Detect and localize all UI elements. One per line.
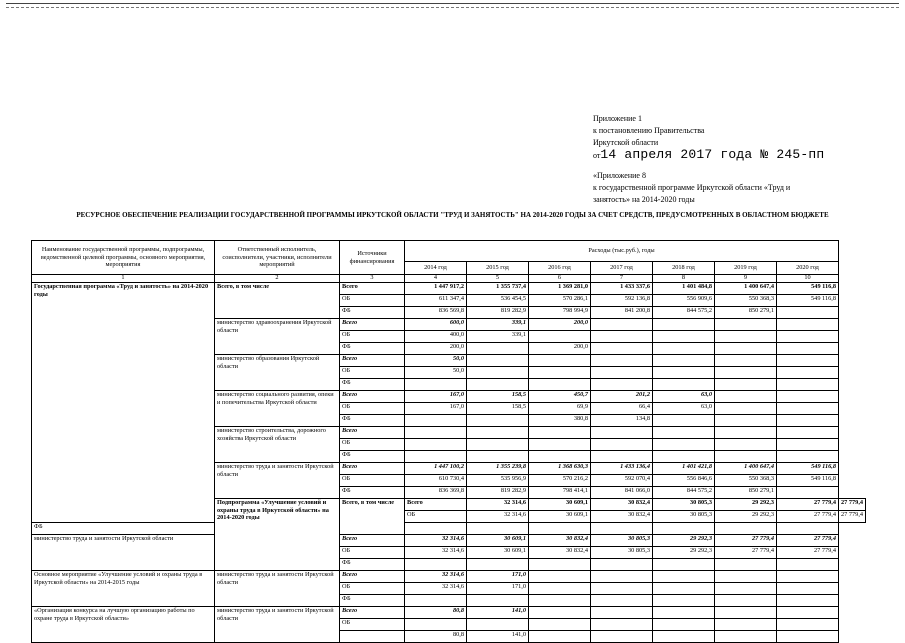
- cell-value: [405, 595, 467, 607]
- cell-value: [591, 319, 653, 331]
- cell-value: [405, 415, 467, 427]
- cell-source: Всего: [340, 355, 405, 367]
- cell-value: [591, 355, 653, 367]
- column-index: 7: [591, 275, 653, 283]
- cell-value: [653, 631, 715, 643]
- cell-executor: министерство труда и занятости Иркутской области: [215, 571, 340, 607]
- cell-value: [715, 451, 777, 463]
- column-index: 2: [215, 275, 340, 283]
- cell-value: 550 368,3: [715, 475, 777, 487]
- appendix-8-line-2: к государственной программе Иркутской области «Труд и: [593, 183, 791, 192]
- column-index: 4: [405, 275, 467, 283]
- cell-value: 30 805,3: [591, 535, 653, 547]
- cell-value: 592 070,4: [591, 475, 653, 487]
- cell-source: Всего: [340, 427, 405, 439]
- cell-value: 549 116,8: [777, 475, 839, 487]
- table-row: [32, 607, 866, 619]
- cell-value: [653, 355, 715, 367]
- cell-value: [467, 619, 529, 631]
- cell-value: 1 400 647,4: [715, 283, 777, 295]
- cell-value: [529, 571, 591, 583]
- column-index: 8: [653, 275, 715, 283]
- cell-source: Всего: [340, 571, 405, 583]
- appendix-date-line: [593, 149, 893, 162]
- cell-value: [777, 379, 839, 391]
- cell-source: ОБ: [340, 619, 405, 631]
- cell-value: [467, 355, 529, 367]
- cell-source: ФБ: [340, 487, 405, 499]
- cell-executor: министерство социального развития, опеки и попечительства Иркутской области: [215, 391, 340, 427]
- cell-value: [777, 595, 839, 607]
- appendix-block: [593, 113, 893, 206]
- cell-value: 1 447 917,2: [405, 283, 467, 295]
- cell-value: [715, 367, 777, 379]
- cell-value: [529, 367, 591, 379]
- cell-value: 167,0: [405, 391, 467, 403]
- cell-value: [653, 415, 715, 427]
- cell-value: [653, 343, 715, 355]
- cell-value: [715, 559, 777, 571]
- cell-value: [467, 559, 529, 571]
- cell-value: 836 369,8: [405, 487, 467, 499]
- cell-value: [653, 331, 715, 343]
- header-year: 2017 год: [591, 262, 653, 275]
- cell-value: [405, 619, 467, 631]
- cell-executor: министерство труда и занятости Иркутской области: [215, 463, 340, 499]
- cell-value: [715, 319, 777, 331]
- cell-value: 30 805,3: [591, 547, 653, 559]
- cell-value: [591, 571, 653, 583]
- cell-value: 592 136,8: [591, 295, 653, 307]
- cell-value: 30 832,4: [591, 511, 653, 523]
- cell-value: [715, 427, 777, 439]
- column-index: 1: [32, 275, 215, 283]
- cell-value: 27 779,4: [777, 511, 839, 523]
- cell-value: 1 401 421,8: [653, 463, 715, 475]
- cell-source: ФБ: [340, 559, 405, 571]
- cell-value: 610 730,4: [405, 475, 467, 487]
- cell-value: 50,0: [405, 367, 467, 379]
- cell-value: [591, 631, 653, 643]
- appendix-8-block: [593, 170, 893, 206]
- cell-value: 167,0: [405, 403, 467, 415]
- cell-value: 30 609,1: [529, 499, 591, 511]
- header-year: 2015 год: [467, 262, 529, 275]
- cell-value: [653, 583, 715, 595]
- column-index: 3: [340, 275, 405, 283]
- cell-value: 30 609,1: [529, 511, 591, 523]
- cell-value: [467, 379, 529, 391]
- cell-value: 844 575,2: [653, 307, 715, 319]
- cell-value: 1 401 484,8: [653, 283, 715, 295]
- column-index: 9: [715, 275, 777, 283]
- cell-value: 63,0: [653, 403, 715, 415]
- cell-value: 29 292,3: [653, 547, 715, 559]
- cell-source: ФБ: [340, 451, 405, 463]
- cell-value: 32 314,6: [405, 571, 467, 583]
- cell-source: ОБ: [405, 511, 467, 523]
- cell-value: 600,0: [405, 319, 467, 331]
- cell-value: 1 355 737,4: [467, 283, 529, 295]
- cell-value: [715, 595, 777, 607]
- cell-value: [777, 331, 839, 343]
- cell-value: [777, 367, 839, 379]
- cell-value: 69,9: [529, 403, 591, 415]
- cell-value: [777, 559, 839, 571]
- cell-value: [777, 343, 839, 355]
- column-index: 6: [529, 275, 591, 283]
- cell-value: [653, 523, 715, 535]
- cell-source: [340, 631, 405, 643]
- cell-value: 29 292,3: [715, 511, 777, 523]
- cell-value: [653, 451, 715, 463]
- cell-value: [653, 439, 715, 451]
- cell-value: 556 909,6: [653, 295, 715, 307]
- cell-value: 32 314,6: [405, 535, 467, 547]
- cell-source: ФБ: [340, 415, 405, 427]
- cell-source: ОБ: [340, 367, 405, 379]
- cell-value: 1 368 630,3: [529, 463, 591, 475]
- cell-value: [777, 427, 839, 439]
- cell-source: ФБ: [340, 307, 405, 319]
- cell-value: [777, 319, 839, 331]
- cell-value: 549 116,8: [777, 463, 839, 475]
- header-year: 2018 год: [653, 262, 715, 275]
- cell-value: [777, 355, 839, 367]
- cell-value: [777, 307, 839, 319]
- cell-value: 819 282,9: [467, 487, 529, 499]
- cell-value: 27 779,4: [715, 547, 777, 559]
- cell-source: Всего: [340, 319, 405, 331]
- table-row: [32, 523, 866, 535]
- cell-value: [529, 583, 591, 595]
- cell-value: [777, 487, 839, 499]
- cell-source: ФБ: [32, 523, 215, 535]
- resource-table-body: [32, 241, 866, 643]
- cell-value: [715, 571, 777, 583]
- cell-value: [715, 391, 777, 403]
- cell-value: 550 368,3: [715, 295, 777, 307]
- cell-value: 66,4: [591, 403, 653, 415]
- cell-value: [529, 427, 591, 439]
- cell-source: Всего: [340, 607, 405, 619]
- appendix-line-3: Иркутской области: [593, 138, 659, 147]
- cell-value: [715, 343, 777, 355]
- cell-value: 556 846,6: [653, 475, 715, 487]
- cell-value: [529, 331, 591, 343]
- cell-value: 535 956,9: [467, 475, 529, 487]
- cell-value: 1 355 239,8: [467, 463, 529, 475]
- cell-value: [715, 379, 777, 391]
- cell-value: [467, 439, 529, 451]
- cell-value: [653, 367, 715, 379]
- appendix-date-number: 14 апреля 2017 года № 245-пп: [600, 147, 825, 162]
- cell-value: [591, 331, 653, 343]
- cell-value: [715, 439, 777, 451]
- cell-value: [591, 583, 653, 595]
- cell-value: 339,1: [467, 319, 529, 331]
- cell-executor: министерство труда и занятости Иркутской области: [215, 607, 340, 643]
- cell-value: 450,7: [529, 391, 591, 403]
- cell-value: [529, 379, 591, 391]
- cell-value: [405, 523, 467, 535]
- cell-value: 400,0: [405, 331, 467, 343]
- appendix-8-line-3: занятость» на 2014-2020 годы: [593, 195, 695, 204]
- cell-value: [715, 331, 777, 343]
- cell-value: 570 216,2: [529, 475, 591, 487]
- cell-value: [529, 607, 591, 619]
- cell-value: 27 779,4: [777, 547, 839, 559]
- cell-value: 570 286,1: [529, 295, 591, 307]
- cell-value: 29 292,3: [653, 535, 715, 547]
- cell-source: Всего: [340, 463, 405, 475]
- cell-value: 158,5: [467, 391, 529, 403]
- cell-value: [777, 391, 839, 403]
- cell-value: 27 779,4: [839, 511, 866, 523]
- header-col-name: Наименование государственной программы, подпрограммы, ведомственной целевой программы, основного мероприятия, мероприятия: [32, 241, 215, 275]
- cell-value: [777, 403, 839, 415]
- header-year: 2019 год: [715, 262, 777, 275]
- cell-program-name: Подпрограмма «Улучшение условий и охраны труда в Иркутской области» на 2014-2020 годы: [215, 499, 340, 571]
- cell-value: [777, 619, 839, 631]
- cell-value: 141,0: [467, 631, 529, 643]
- cell-source: Всего: [340, 283, 405, 295]
- cell-value: 1 447 100,2: [405, 463, 467, 475]
- cell-value: 1 433 136,4: [591, 463, 653, 475]
- cell-value: [591, 379, 653, 391]
- cell-value: [777, 523, 839, 535]
- cell-value: [591, 439, 653, 451]
- cell-value: [467, 523, 529, 535]
- cell-source: ОБ: [340, 403, 405, 415]
- cell-value: 27 779,4: [777, 535, 839, 547]
- cell-value: [777, 583, 839, 595]
- header-col-source: Источники финансирования: [340, 241, 405, 275]
- cell-value: [405, 439, 467, 451]
- header-col-expenses: Расходы (тыс.руб.), годы: [405, 241, 839, 262]
- cell-value: 30 805,3: [653, 511, 715, 523]
- cell-value: 80,8: [405, 631, 467, 643]
- cell-value: 63,0: [653, 391, 715, 403]
- column-index: 5: [467, 275, 529, 283]
- cell-value: 27 779,4: [715, 535, 777, 547]
- cell-value: 1 400 647,4: [715, 463, 777, 475]
- cell-value: 29 292,3: [715, 499, 777, 511]
- cell-value: [529, 355, 591, 367]
- cell-value: 1 433 337,6: [591, 283, 653, 295]
- table-row: [32, 283, 866, 295]
- cell-value: 30 609,1: [467, 547, 529, 559]
- cell-value: [467, 451, 529, 463]
- cell-value: 171,0: [467, 571, 529, 583]
- cell-value: [591, 523, 653, 535]
- cell-value: 27 779,4: [777, 499, 839, 511]
- table-row: [32, 571, 866, 583]
- cell-value: [591, 619, 653, 631]
- header-year: 2020 год: [777, 262, 839, 275]
- cell-value: 30 832,4: [529, 535, 591, 547]
- cell-value: [715, 403, 777, 415]
- cell-value: 30 832,4: [591, 499, 653, 511]
- cell-value: 32 314,6: [467, 499, 529, 511]
- table-header-row: [32, 241, 866, 262]
- cell-value: [467, 415, 529, 427]
- cell-value: 200,0: [405, 343, 467, 355]
- cell-value: [405, 559, 467, 571]
- cell-value: 30 609,1: [467, 535, 529, 547]
- cell-value: [591, 343, 653, 355]
- page-top-border-dashed: [6, 7, 899, 8]
- cell-value: 549 116,8: [777, 295, 839, 307]
- cell-value: [653, 427, 715, 439]
- cell-value: [715, 415, 777, 427]
- appendix-date-prefix: от: [593, 151, 601, 160]
- cell-value: [591, 559, 653, 571]
- cell-value: [467, 595, 529, 607]
- cell-value: 850 279,1: [715, 307, 777, 319]
- cell-value: [653, 595, 715, 607]
- cell-value: [777, 571, 839, 583]
- cell-value: [529, 631, 591, 643]
- cell-program-name: Основное мероприятие «Улучшение условий и охраны труда в Иркутской области» на 2014-2015 годы: [32, 571, 215, 607]
- cell-source: ОБ: [340, 439, 405, 451]
- cell-value: [467, 343, 529, 355]
- cell-value: 200,0: [529, 319, 591, 331]
- cell-value: [529, 559, 591, 571]
- cell-program-name: «Организация конкурса на лучшую организацию работы по охране труда в Иркутской области»: [32, 607, 215, 643]
- cell-value: 536 454,5: [467, 295, 529, 307]
- cell-value: 836 569,8: [405, 307, 467, 319]
- cell-source: ОБ: [340, 475, 405, 487]
- cell-value: 30 832,4: [529, 547, 591, 559]
- cell-value: [591, 607, 653, 619]
- cell-value: 798 994,9: [529, 307, 591, 319]
- cell-value: 80,8: [405, 607, 467, 619]
- cell-source: ОБ: [340, 583, 405, 595]
- cell-value: [529, 523, 591, 535]
- cell-value: 1 369 281,0: [529, 283, 591, 295]
- cell-source: ОБ: [340, 295, 405, 307]
- cell-value: 841 200,8: [591, 307, 653, 319]
- cell-source: Всего: [340, 535, 405, 547]
- cell-value: 850 279,1: [715, 487, 777, 499]
- cell-value: 32 314,6: [405, 547, 467, 559]
- cell-value: 611 347,4: [405, 295, 467, 307]
- cell-value: [715, 355, 777, 367]
- cell-value: [529, 619, 591, 631]
- page-top-border: [6, 3, 899, 4]
- resource-table: [31, 240, 866, 643]
- cell-value: [405, 427, 467, 439]
- cell-executor: Всего, в том числе: [215, 283, 340, 319]
- appendix-line-2: к постановлению Правительства: [593, 126, 705, 135]
- cell-value: [715, 631, 777, 643]
- cell-value: [777, 631, 839, 643]
- cell-value: [529, 595, 591, 607]
- cell-value: 819 282,9: [467, 307, 529, 319]
- cell-value: [591, 451, 653, 463]
- document-title: РЕСУРСНОЕ ОБЕСПЕЧЕНИЕ РЕАЛИЗАЦИИ ГОСУДАРСТВЕННОЙ ПРОГРАММЫ ИРКУТСКОЙ ОБЛАСТИ "ТРУД И ЗАНЯТОСТЬ" НА 2014-2020 ГОДЫ ЗА СЧЕТ СРЕДСТВ, ПРЕДУСМОТРЕННЫХ В ОБЛАСТНОМ БЮДЖЕТЕ: [76, 211, 829, 219]
- cell-value: [467, 427, 529, 439]
- cell-source: ФБ: [340, 343, 405, 355]
- cell-value: 158,5: [467, 403, 529, 415]
- cell-value: [653, 379, 715, 391]
- header-year: 2016 год: [529, 262, 591, 275]
- cell-value: 549 116,8: [777, 283, 839, 295]
- cell-executor: Всего, в том числе: [340, 499, 405, 535]
- cell-program-name: Государственная программа «Труд и занятость» на 2014-2020 годы: [32, 283, 215, 523]
- header-col-executor: Ответственный исполнитель, соисполнители, участники, исполнители мероприятий: [215, 241, 340, 275]
- cell-value: [591, 427, 653, 439]
- cell-value: 844 575,2: [653, 487, 715, 499]
- cell-source: ФБ: [340, 595, 405, 607]
- cell-value: [715, 619, 777, 631]
- cell-value: [715, 583, 777, 595]
- cell-value: 171,0: [467, 583, 529, 595]
- cell-value: 134,8: [591, 415, 653, 427]
- cell-source: ФБ: [340, 379, 405, 391]
- cell-value: 50,0: [405, 355, 467, 367]
- cell-source: Всего: [405, 499, 467, 511]
- cell-value: [777, 451, 839, 463]
- cell-value: 27 779,4: [839, 499, 866, 511]
- cell-value: [405, 451, 467, 463]
- cell-source: ОБ: [340, 331, 405, 343]
- cell-value: [467, 367, 529, 379]
- cell-value: 30 805,3: [653, 499, 715, 511]
- cell-executor: министерство здравоохранения Иркутской области: [215, 319, 340, 355]
- cell-value: [653, 559, 715, 571]
- cell-source: Всего: [340, 391, 405, 403]
- cell-executor: министерство строительства, дорожного хозяйства Иркутской области: [215, 427, 340, 463]
- cell-value: 200,0: [529, 343, 591, 355]
- cell-value: [777, 607, 839, 619]
- cell-value: [653, 619, 715, 631]
- cell-value: [715, 523, 777, 535]
- cell-value: [777, 415, 839, 427]
- cell-value: 841 066,0: [591, 487, 653, 499]
- header-year: 2014 год: [405, 262, 467, 275]
- cell-value: 201,2: [591, 391, 653, 403]
- cell-value: [529, 439, 591, 451]
- cell-value: 32 314,6: [467, 511, 529, 523]
- cell-value: [715, 607, 777, 619]
- cell-value: [653, 319, 715, 331]
- table-row: [32, 535, 866, 547]
- cell-value: 32 314,6: [405, 583, 467, 595]
- cell-value: [529, 451, 591, 463]
- appendix-line-1: Приложение 1: [593, 114, 642, 123]
- cell-source: ОБ: [340, 547, 405, 559]
- cell-value: 798 414,1: [529, 487, 591, 499]
- cell-value: 339,1: [467, 331, 529, 343]
- appendix-8-line-1: «Приложение 8: [593, 171, 646, 180]
- cell-executor: министерство труда и занятости Иркутской области: [32, 535, 215, 571]
- column-index: 10: [777, 275, 839, 283]
- cell-value: [777, 439, 839, 451]
- cell-value: [653, 571, 715, 583]
- cell-executor: министерство образования Иркутской области: [215, 355, 340, 391]
- cell-value: [405, 379, 467, 391]
- cell-value: 141,0: [467, 607, 529, 619]
- cell-value: 380,8: [529, 415, 591, 427]
- cell-value: [591, 595, 653, 607]
- table-index-row: [32, 275, 866, 283]
- cell-value: [591, 367, 653, 379]
- cell-value: [653, 607, 715, 619]
